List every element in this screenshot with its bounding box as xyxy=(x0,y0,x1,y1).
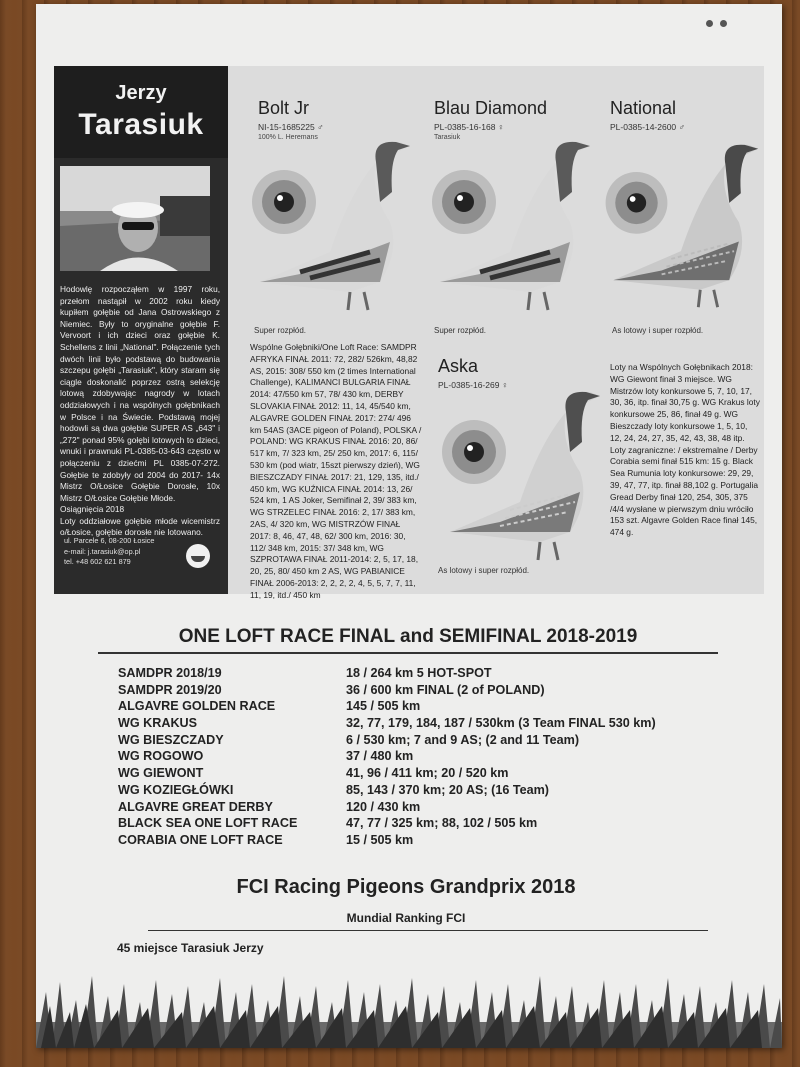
race-name: SAMDPR 2018/19 xyxy=(118,666,222,680)
fci-title: FCI Racing Pigeons Grandprix 2018 xyxy=(236,876,576,898)
breeder-first-name: Jerzy xyxy=(115,82,167,104)
race-result: 41, 96 / 411 km; 20 / 520 km xyxy=(346,766,509,781)
race-name: SAMDPR 2019/20 xyxy=(118,682,222,697)
fci-subtitle: Mundial Ranking FCI xyxy=(346,911,466,925)
race-name: WG ROGOWO xyxy=(118,749,204,764)
pigeon-caption-aska: As lotowy i super rozpłód. xyxy=(438,566,530,575)
fci-rank: 45 miejsce Tarasiuk Jerzy xyxy=(117,941,264,955)
bio-text: Hodowlę rozpocząłem w 1997 roku, przełom nastąpił w 2002 roku kiedy kupiłem gołębie od Jana Ostrowskiego z Niemiec. Były to oryginalne gołębie F. Vervoort i ich dzieci oraz gołębie K. Schellens z linii „National". Połączenie tych dwóch linii było podstawą do budowania szczepu gołębi „Tarasiuk", który staram się ciągle doskonalić poprzez ostrą selekcję lotową zdobywając nagrody w lotach oddziałowych i na wspólnych gołębnikach w Polsce i na Świecie. Podstawą mojej hodowli są dwa gołębie SUPER AS „643" i „272" ponad 95% gołębi lotowych to dzieci, wnuki i prawnuki PL-0385-03-643 często w połączeniu z dziećmi PL 0385-07-272. Gołębie te zdobyły od 2004 do 2017- 14x Mistrz O/Łosice Gołębie Dorosłe, 10x Mistrz O/Łosice Gołębie Młode. xyxy=(60,284,220,503)
race-name: ALGAVRE GREAT DERBY xyxy=(118,799,273,814)
table-row xyxy=(118,699,738,716)
table-row xyxy=(118,733,738,750)
pigeon-ring-bolt-jr: NI-15-1685225 ♂ xyxy=(258,122,324,132)
pigeon-name-national: National xyxy=(610,98,677,118)
race-name: WG KOZIEGŁÓWKI xyxy=(118,782,234,797)
race-name: WG GIEWONT xyxy=(118,766,204,781)
pigeon-caption-national: As lotowy i super rozpłód. xyxy=(612,326,704,335)
achievements-text: Loty oddziałowe gołębie młode wicemistrz o/Łosice, gołębie dorosłe nie lotowano. xyxy=(60,515,220,538)
pigeon-image-bolt-jr xyxy=(240,132,416,322)
race-name: CORABIA ONE LOFT RACE xyxy=(118,832,283,847)
loft-logo-icon xyxy=(186,544,210,568)
race-result: 15 / 505 km xyxy=(346,832,414,847)
pigeon-image-aska xyxy=(430,382,606,572)
table-row xyxy=(118,766,738,783)
race-result: 145 / 505 km xyxy=(346,699,421,714)
pigeon-note-bolt-jr: 100% L. Heremans xyxy=(258,134,318,141)
table-row xyxy=(118,716,738,733)
pigeon-ring-blau-diamond: PL-0385-16-168 ♀ xyxy=(434,122,505,132)
breeder-last-name: Tarasiuk xyxy=(78,108,204,141)
achievements-label: Osiągnięcia 2018 xyxy=(60,504,125,515)
poster-sheet xyxy=(36,4,782,1048)
punch-hole xyxy=(706,20,713,27)
pigeon-caption-blau-diamond: Super rozpłód. xyxy=(434,326,487,335)
race-result: 37 / 480 km xyxy=(346,749,414,764)
address: ul. Parcele 6, 08-200 Łosice xyxy=(64,536,155,545)
one-loft-title: ONE LOFT RACE FINAL and SEMIFINAL 2018-2019 xyxy=(98,626,718,654)
race-name: ALGAVRE GOLDEN RACE xyxy=(118,699,276,714)
race-result: 120 / 430 km xyxy=(346,799,421,814)
pigeon-name-bolt-jr: Bolt Jr xyxy=(258,98,310,118)
breeder-sidebar xyxy=(54,66,228,594)
race-result: 6 / 530 km; 7 and 9 AS; (2 and 11 Team) xyxy=(346,732,580,747)
table-row xyxy=(118,800,738,817)
pigeon-image-blau-diamond xyxy=(420,132,596,322)
table-row xyxy=(118,683,738,700)
race-notes-right: Loty na Wspólnych Gołębnikach 2018: WG Giewont finał 3 miejsce. WG Mistrzów loty konkursowe 5, 7, 10, 17, 30, 36, itp. finał 30,75 g. WG Krakus loty konkursowe 25, 86, finał 49 g. WG Bieszczady loty konkursowe 1, 5, 10, 12, 24, 24, 27, 35, 42, 43, 38, 48 itp. Loty zagraniczne: / ekstremalne / Derby Corabia semi finał 515 km: 15 g. Black Sea Rumunia loty konkursowe: 29, 29, 39, 47, 77, itp. finał 88,102 g. Portugalia Gread Derby finał 120, 254, 305, 375 /4/4 wysłane w pierwszym dniu wróciło 153 szt. Algavre Golden Race finał 145, 474 g. xyxy=(610,362,760,538)
table-row xyxy=(118,833,738,850)
pigeon-note-blau-diamond: Tarasiuk xyxy=(434,134,461,141)
pigeon-ring-national: PL-0385-14-2600 ♂ xyxy=(610,122,685,132)
race-notes-left: Wspólne Gołębniki/One Loft Race: SAMDPR AFRYKA FINAŁ 2011: 72, 282/ 526km, 48,82 AS, 2015: 308/ 550 km (2 times International Challenge), KALIMANCI BULGARIA FINAŁ 2014: 47/550 km 57, 78/ 430 km, DERBY SLOVAKIA FINAŁ 2012: 11, 14, 45/540 km, ALGAVRE GOLDEN FINAŁ 2017: 274/ 496 km 54AS (3ACE pigeon of Poland), POLSKA / POLAND: WG KRAKUS FINAŁ 2016: 20, 86/ 517 km, 7/ 323 km, 25/ 250 km, 2017: 6, 115/ 530 km (pod wiatr, 15szt pierwszy dzień), WG BIESZCZADY FINAŁ 2017: 21, 129, 135, itd./ 450 km, WG KUŹNICA FINAŁ 2014: 13, 26/ 524 km, 1 AS Joker, Semifinał 2, 39/ 383 km, WG STRZELEC FINAŁ 2016: 2, 17/ 383 km, 2AS, 4/ 320 km, WG MISTRZÓW FINAŁ 2017: 8, 46, 47, 48, 62/ 300 km, 2016: 30, 112/ 348 km, 2015: 37/ 348 km, WG SZPROTAWA FINAŁ 2011-2014: 2, 5, 17, 18, 20, 25, 80/ 450 km 2 AS, WG PABIANICE FINAŁ 2006-2013: 2, 2, 2, 2, 4, 5, 5, 7, 7, 11, 11, 19, itd./ 450 km xyxy=(250,342,422,600)
race-result: 36 / 600 km FINAL (2 of POLAND) xyxy=(346,682,545,697)
breeder-bio xyxy=(60,284,220,539)
phone: tel. +48 602 621 879 xyxy=(64,557,131,566)
race-name: BLACK SEA ONE LOFT RACE xyxy=(118,816,298,831)
race-name: WG BIESZCZADY xyxy=(118,732,224,747)
race-name: WG KRAKUS xyxy=(118,716,198,731)
divider xyxy=(148,930,708,931)
table-row xyxy=(118,783,738,800)
table-row xyxy=(118,749,738,766)
table-row xyxy=(118,666,738,683)
one-loft-results xyxy=(118,666,738,850)
pigeon-name-aska: Aska xyxy=(438,356,479,376)
pigeon-image-national xyxy=(594,132,764,322)
grass-decoration xyxy=(36,962,782,1048)
race-result: 18 / 264 km 5 HOT-SPOT xyxy=(346,666,492,680)
race-result: 47, 77 / 325 km; 88, 102 / 505 km xyxy=(346,816,538,831)
email: e-mail: j.tarasiuk@op.pl xyxy=(64,546,141,556)
pigeon-caption-bolt-jr: Super rozpłód. xyxy=(254,326,307,335)
breeder-photo xyxy=(60,166,210,271)
punch-hole xyxy=(720,20,727,27)
pigeon-name-blau-diamond: Blau Diamond xyxy=(434,98,548,118)
race-result: 85, 143 / 370 km; 20 AS; (16 Team) xyxy=(346,782,550,797)
table-row xyxy=(118,816,738,833)
race-result: 32, 77, 179, 184, 187 / 530km (3 Team FINAL 530 km) xyxy=(346,716,656,731)
pigeon-panel xyxy=(54,66,764,600)
pigeon-ring-aska: PL-0385-16-269 ♀ xyxy=(438,380,509,390)
breeder-name-box xyxy=(54,66,228,158)
